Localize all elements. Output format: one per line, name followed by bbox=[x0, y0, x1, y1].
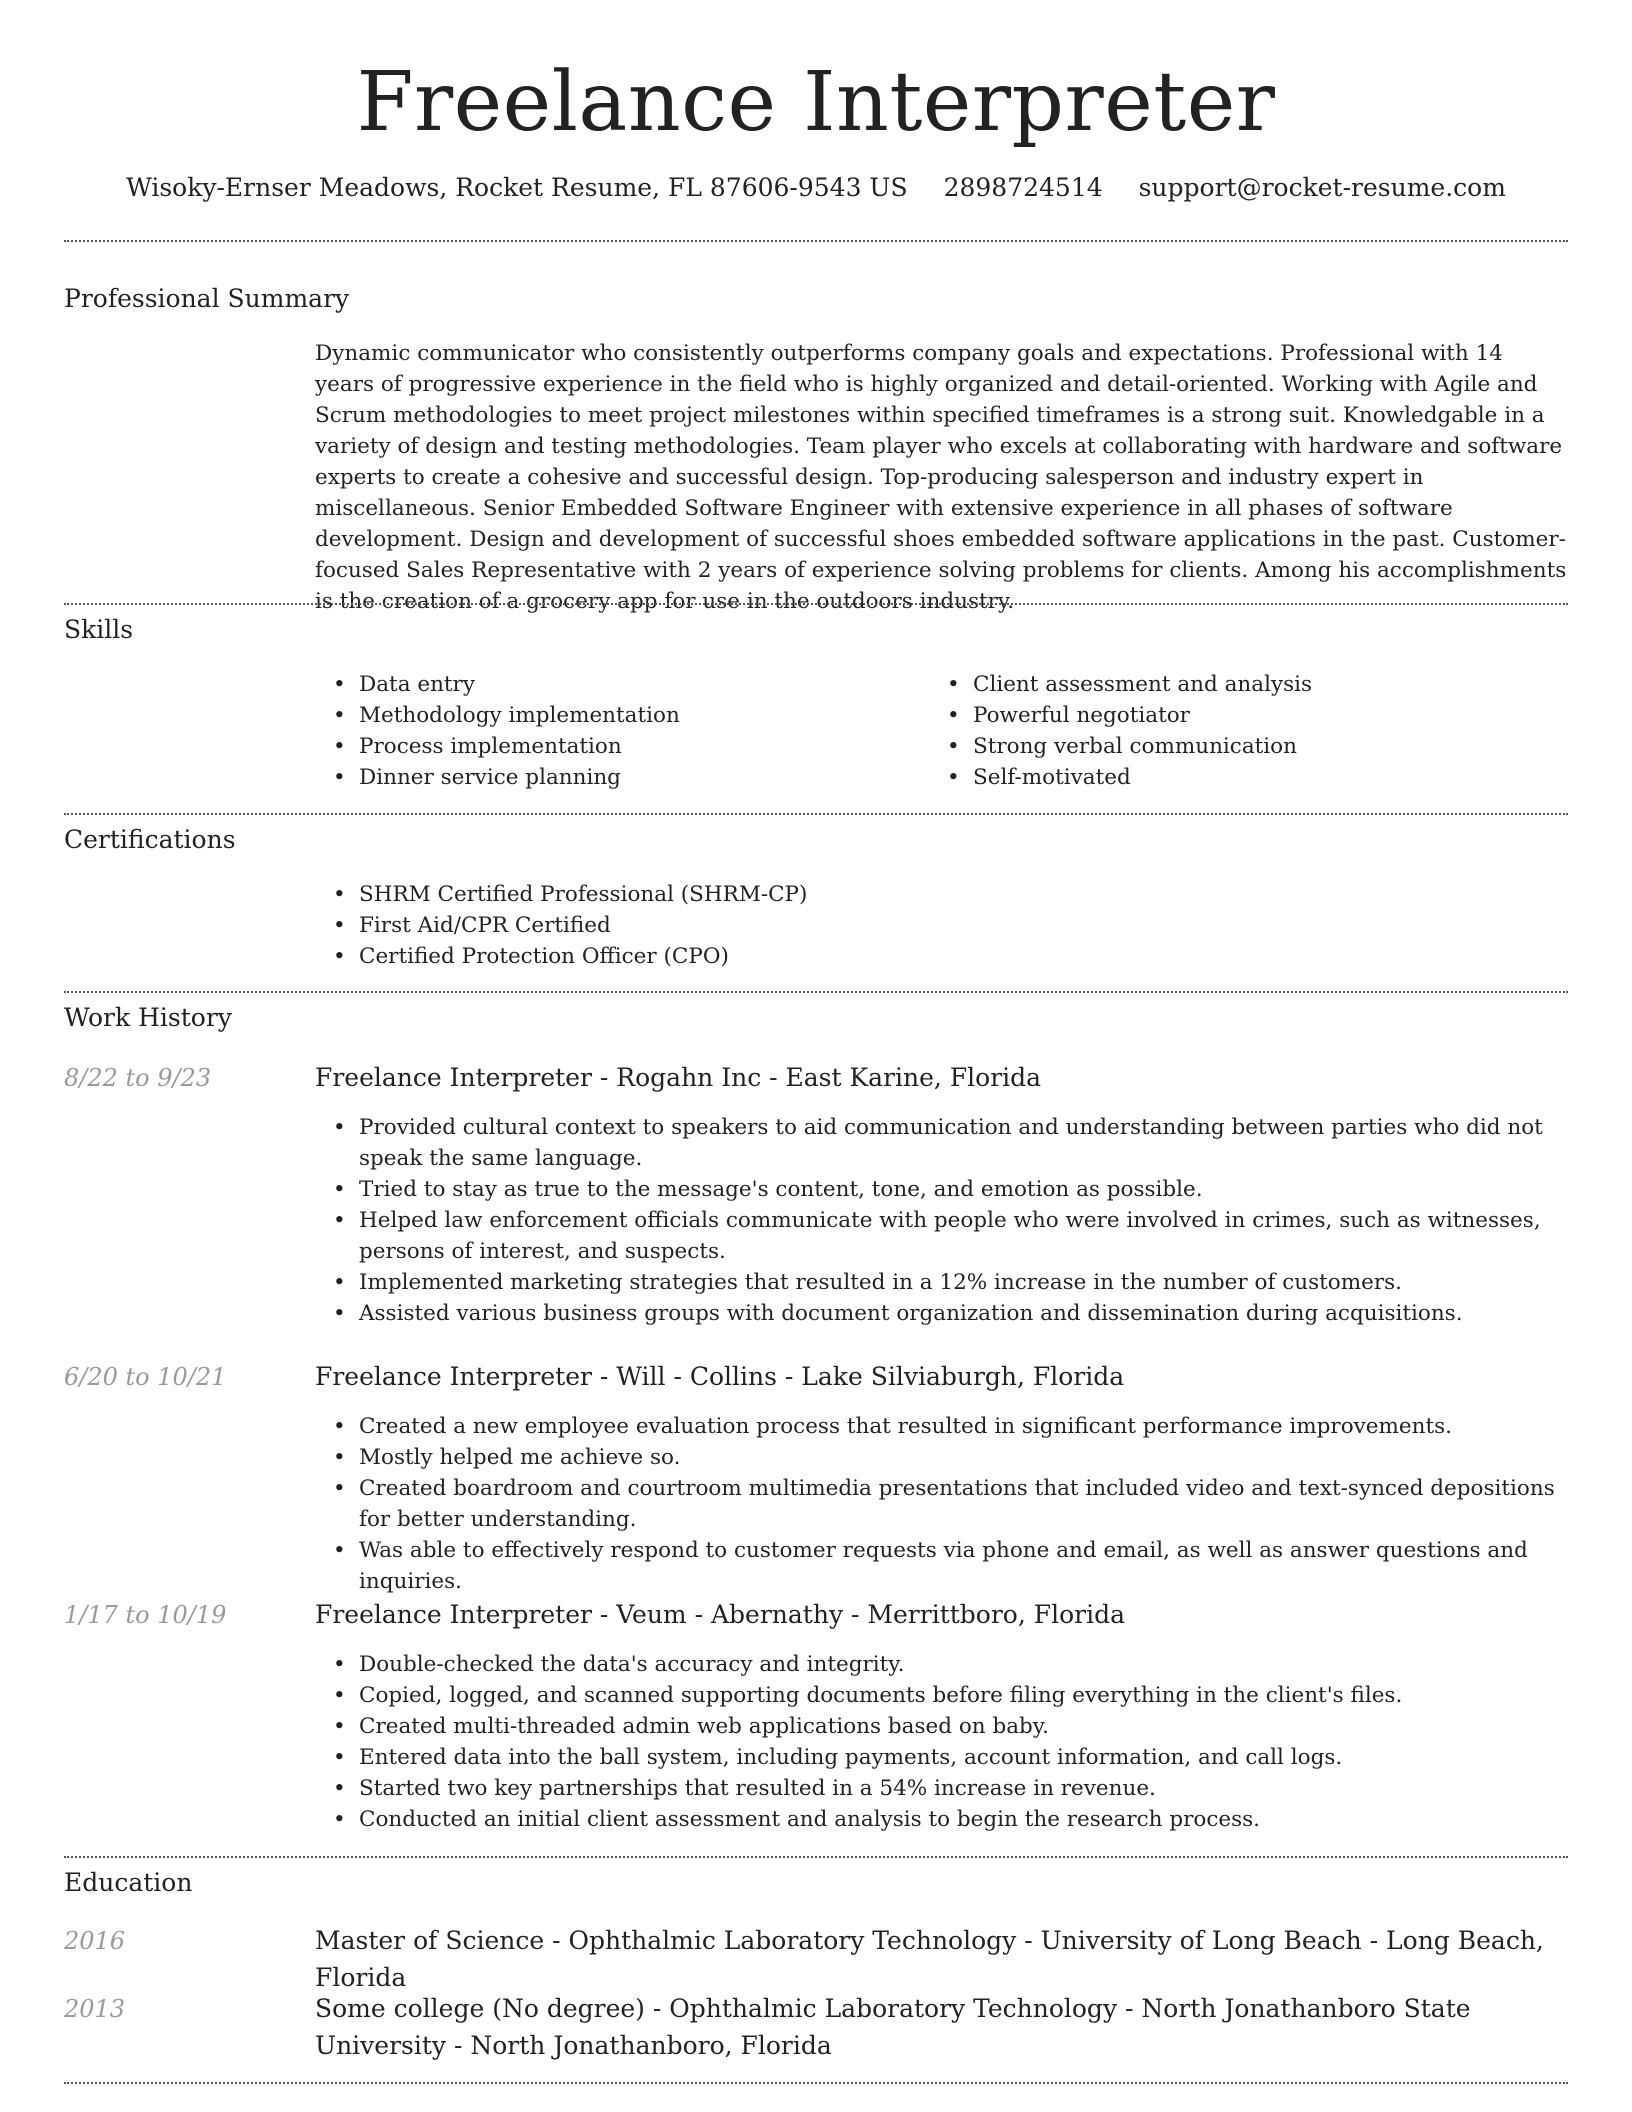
section-divider bbox=[64, 240, 1568, 242]
job-bullet: • Created multi-threaded admin web applications based on baby. bbox=[359, 1711, 1568, 1742]
summary-text: Dynamic communicator who consistently outperforms company goals and expectations. Professional with 14 years of progressive experience in the field who is highly organized and detail-oriented. Working with Agile and Scrum methodologies to meet project milestones within specified timeframes is a strong suit. Knowledgable in a variety of design and testing methodologies. Team player who excels at collaborating with hardware and software experts to create a cohesive and successful design. Top-producing salesperson and industry expert in miscellaneous. Senior Embedded Software Engineer with extensive experience in all phases of software development. Design and development of successful shoes embedded software applications in the past. Customer-focused Sales Representative with 2 years of experience solving problems for clients. Among his accomplishments is the creation of a grocery app for use in the outdoors industry. bbox=[315, 341, 1567, 614]
job-bullet: • Copied, logged, and scanned supporting documents before filing everything in the client's files. bbox=[359, 1680, 1568, 1711]
certification-item: • SHRM Certified Professional (SHRM-CP) bbox=[359, 879, 1568, 910]
job-bullet: • Helped law enforcement officials communicate with people who were involved in crimes, such as witnesses, persons of interest, and suspects. bbox=[359, 1205, 1568, 1267]
education-entry: Some college (No degree) - Ophthalmic Laboratory Technology - North Jonathanboro State University - North Jonathanboro, Florida bbox=[315, 1994, 1471, 2060]
job-bullet: • Provided cultural context to speakers to aid communication and understanding between parties who did not speak the same language. bbox=[359, 1112, 1568, 1174]
section-divider bbox=[64, 2082, 1568, 2084]
skill-item: • Powerful negotiator bbox=[973, 700, 1529, 731]
job-bullets bbox=[315, 1411, 1568, 1597]
job-bullet: • Tried to stay as true to the message's content, tone, and emotion as possible. bbox=[359, 1174, 1568, 1205]
skill-item: • Strong verbal communication bbox=[973, 731, 1529, 762]
education-year: 2013 bbox=[64, 1995, 126, 2023]
skills-list-right bbox=[929, 669, 1529, 793]
contact-email[interactable]: support@rocket-resume.com bbox=[1138, 173, 1506, 202]
job-bullet: • Assisted various business groups with document organization and dissemination during acquisitions. bbox=[359, 1298, 1568, 1329]
skill-item: • Self-motivated bbox=[973, 762, 1529, 793]
certification-item: • First Aid/CPR Certified bbox=[359, 910, 1568, 941]
section-divider bbox=[64, 1856, 1568, 1858]
job-bullet: • Conducted an initial client assessment and analysis to begin the research process. bbox=[359, 1804, 1568, 1835]
section-title-skills: Skills bbox=[64, 615, 134, 644]
contact-line bbox=[0, 168, 1632, 208]
skill-item: • Client assessment and analysis bbox=[973, 669, 1529, 700]
job-bullet: • Was able to effectively respond to customer requests via phone and email, as well as answer questions and inquiries. bbox=[359, 1535, 1568, 1597]
education-entry: Master of Science - Ophthalmic Laboratory Technology - University of Long Beach - Long Beach, Florida bbox=[315, 1926, 1544, 1992]
section-title-work-history: Work History bbox=[64, 1003, 232, 1032]
section-divider bbox=[64, 603, 1568, 605]
job-bullet: • Double-checked the data's accuracy and integrity. bbox=[359, 1649, 1568, 1680]
contact-address: Wisoky-Ernser Meadows, Rocket Resume, FL 87606-9543 US bbox=[126, 173, 908, 202]
job-bullet: • Entered data into the ball system, including payments, account information, and call logs. bbox=[359, 1742, 1568, 1773]
certifications-list bbox=[315, 879, 1568, 972]
job-dates: 8/22 to 9/23 bbox=[64, 1064, 212, 1092]
certification-item: • Certified Protection Officer (CPO) bbox=[359, 941, 1568, 972]
job-bullets bbox=[315, 1649, 1568, 1835]
job-bullet: • Created boardroom and courtroom multimedia presentations that included video and text-synced depositions for better understanding. bbox=[359, 1473, 1568, 1535]
job-dates: 1/17 to 10/19 bbox=[64, 1601, 227, 1629]
section-title-certifications: Certifications bbox=[64, 825, 236, 854]
section-title-summary: Professional Summary bbox=[64, 284, 350, 313]
job-bullet: • Created a new employee evaluation process that resulted in significant performance improvements. bbox=[359, 1411, 1568, 1442]
job-bullet: • Implemented marketing strategies that resulted in a 12% increase in the number of customers. bbox=[359, 1267, 1568, 1298]
job-bullet: • Mostly helped me achieve so. bbox=[359, 1442, 1568, 1473]
job-bullet: • Started two key partnerships that resulted in a 54% increase in revenue. bbox=[359, 1773, 1568, 1804]
skill-item: • Process implementation bbox=[359, 731, 915, 762]
job-title: Freelance Interpreter - Will - Collins - Lake Silviaburgh, Florida bbox=[315, 1362, 1125, 1391]
contact-phone: 2898724514 bbox=[943, 173, 1103, 202]
section-divider bbox=[64, 991, 1568, 993]
skills-list-left bbox=[315, 669, 915, 793]
job-title: Freelance Interpreter - Rogahn Inc - East Karine, Florida bbox=[315, 1063, 1042, 1092]
section-divider bbox=[64, 813, 1568, 815]
job-dates: 6/20 to 10/21 bbox=[64, 1363, 227, 1391]
skill-item: • Data entry bbox=[359, 669, 915, 700]
section-title-education: Education bbox=[64, 1868, 193, 1897]
candidate-name: Freelance Interpreter bbox=[356, 55, 1276, 150]
job-title: Freelance Interpreter - Veum - Abernathy - Merrittboro, Florida bbox=[315, 1600, 1125, 1629]
job-bullets bbox=[315, 1112, 1568, 1329]
skill-item: • Methodology implementation bbox=[359, 700, 915, 731]
skill-item: • Dinner service planning bbox=[359, 762, 915, 793]
education-year: 2016 bbox=[64, 1927, 126, 1955]
